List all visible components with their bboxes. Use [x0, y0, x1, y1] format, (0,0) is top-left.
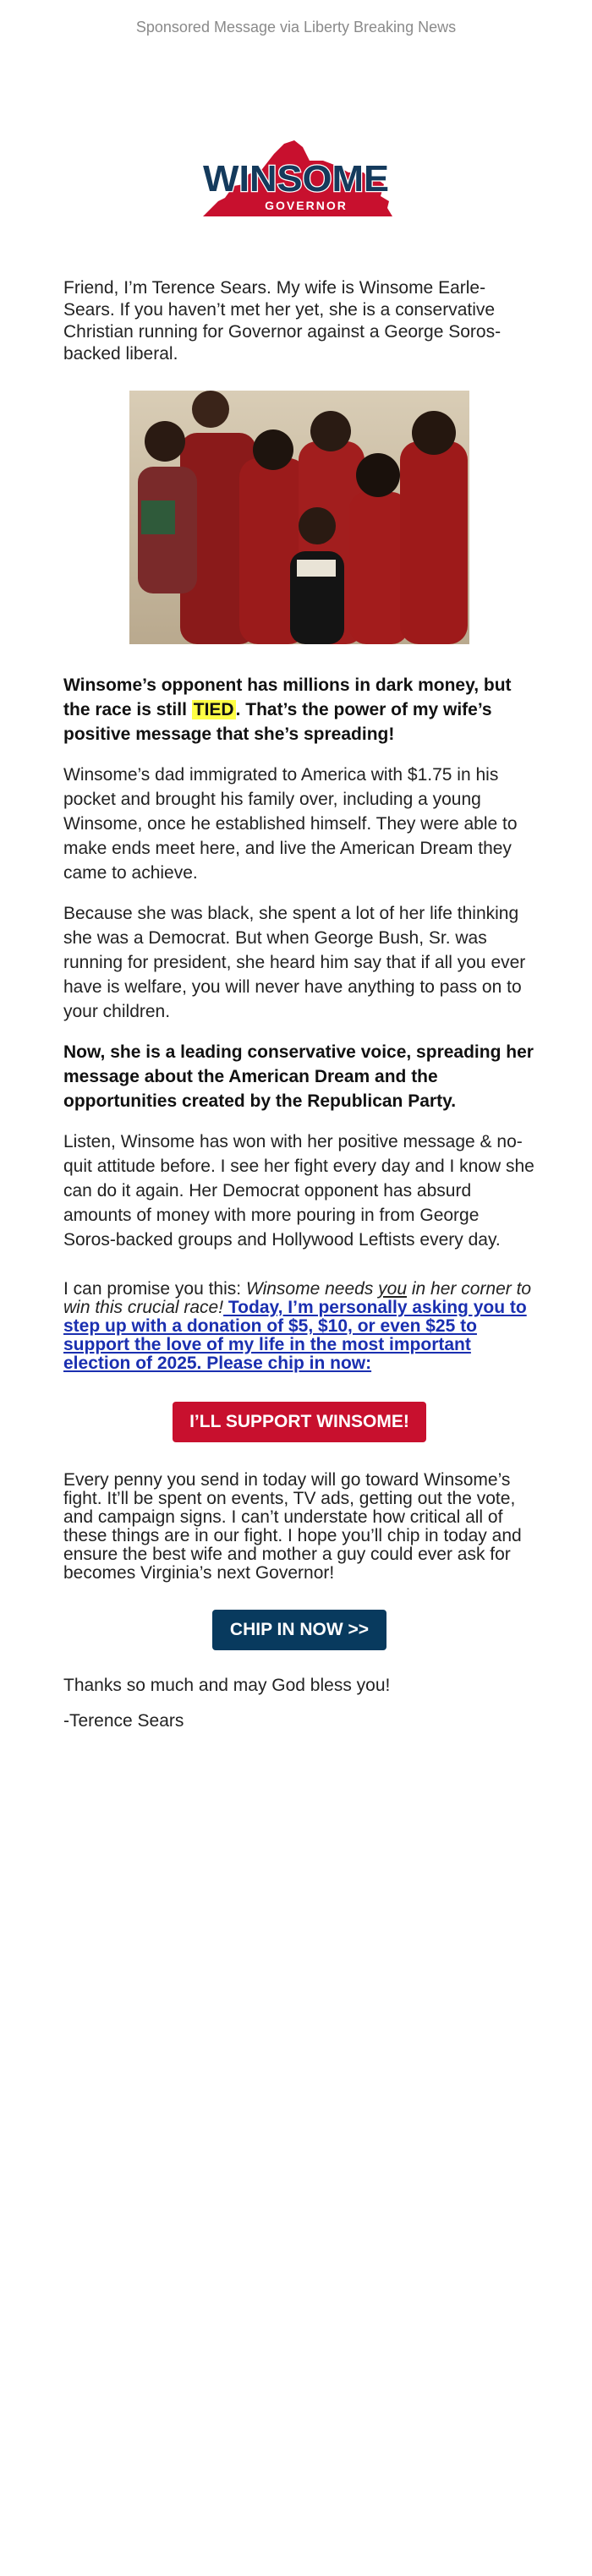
highlight-paragraph	[63, 673, 535, 747]
family-photo-image	[129, 391, 469, 644]
chip-button-row	[63, 1610, 535, 1650]
virginia-map-logo	[196, 135, 399, 228]
support-button-row	[63, 1402, 535, 1442]
logo-name: WINSOME	[203, 158, 389, 200]
chip-in-button[interactable]: CHIP IN NOW >>	[212, 1610, 386, 1650]
every-penny-paragraph: Every penny you send in today will go toward Winsome’s fight. It’ll be spent on events, TV ads, getting out the vote, and campaign signs. I can’t understate how critical all of these things are in our fight. I hope you’ll chip in today and ensure the best wife and mother a guy could ever ask for becomes Virginia’s next Governor!	[63, 1470, 522, 1583]
appeal-lead: I can promise you this:	[63, 1279, 246, 1299]
donation-link[interactable]: Today, I’m personally asking you to step up with a donation of $5, $10, or even $25 to support the love of my life in the most important election of 2025. Please chip in now:	[63, 1298, 527, 1373]
logo-subtitle: GOVERNOR	[265, 199, 348, 212]
positive-message-paragraph: Listen, Winsome has won with her positive message & no-quit attitude before. I see her fight every day and I know she can do it again. Her Democrat opponent has absurd amounts of money with more pouring in from George Soros-backed groups and Hollywood Leftists every day.	[63, 1132, 534, 1250]
campaign-logo[interactable]	[196, 135, 399, 228]
appeal-you: you	[378, 1279, 408, 1299]
appeal-italic-end: in her corner to win this crucial race!	[63, 1279, 532, 1317]
support-winsome-button[interactable]: I’LL SUPPORT WINSOME!	[173, 1402, 426, 1442]
dad-story-paragraph: Winsome’s dad immigrated to America with $1.75 in his pocket and brought his family over, including a young Winsome, once he established himself. They were able to make ends meet here, and live the American Dream they came to achieve.	[63, 765, 518, 883]
democrat-paragraph: Because she was black, she spent a lot of her life thinking she was a Democrat. But when George Bush, Sr. was running for president, she heard him say that if all you ever have is welfare, you will never have anything to pass on to your children.	[63, 904, 526, 1021]
email-body	[63, 277, 535, 1731]
thanks-line: Thanks so much and may God bless you!	[63, 1676, 391, 1695]
highlight-paragraph-start: Winsome’s opponent has millions in dark money, but the race is still	[63, 675, 512, 719]
appeal-italic-start: Winsome needs	[245, 1279, 379, 1299]
sponsor-line: Sponsored Message via Liberty Breaking News	[135, 19, 457, 36]
conservative-voice-paragraph: Now, she is a leading conservative voice, spreading her message about the American Dream and the opportunities created by the Republican Party.	[63, 1042, 534, 1111]
intro-paragraph: Friend, I’m Terence Sears. My wife is Winsome Earle-Sears. If you haven’t met her yet, she is a conservative Christian running for Governor against a George Soros-backed liberal.	[63, 278, 502, 364]
highlight-paragraph-end: . That’s the power of my wife’s positive message that she’s spreading!	[63, 700, 492, 744]
signature-line: -Terence Sears	[63, 1711, 184, 1731]
family-photo	[129, 391, 469, 644]
donation-appeal	[63, 1280, 535, 1373]
tied-highlight: TIED	[193, 700, 234, 719]
